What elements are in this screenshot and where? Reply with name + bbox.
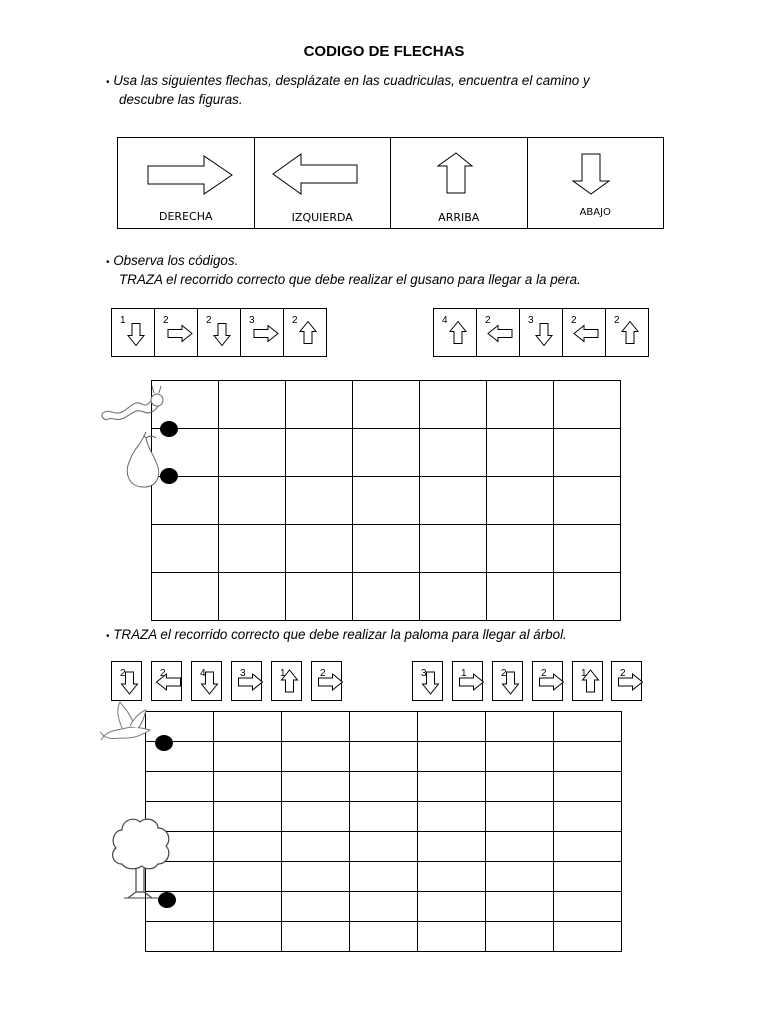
down-arrow-icon [192,662,223,702]
dove-grid-cell[interactable] [486,772,554,802]
legend-down [528,138,664,228]
dove-grid-cell[interactable] [486,832,554,862]
legend-label-up: ARRIBA [438,211,480,224]
dove-grid-cell[interactable] [418,772,486,802]
code-count: 3 [421,668,427,679]
dove-grid-cell[interactable] [214,712,282,742]
dove-grid-cell[interactable] [350,862,418,892]
dove-grid-cell[interactable] [418,742,486,772]
code-box [562,308,606,357]
code-box [532,661,563,701]
worm-grid-cell[interactable] [487,429,554,477]
down-arrow-icon [112,309,156,358]
code-box [433,308,477,357]
dove-grid-cell[interactable] [350,712,418,742]
code-count: 3 [528,315,534,326]
dove-grid-cell[interactable] [282,832,350,862]
down-arrow-icon [493,662,524,702]
bullet: • [106,257,110,268]
worm-grid-cell[interactable] [286,525,353,573]
dove-grid-cell[interactable] [146,772,214,802]
dove-grid-cell[interactable] [282,802,350,832]
code-box [240,308,284,357]
bullet: • [106,77,110,88]
down-arrow-icon [413,662,444,702]
legend-label-down: ABAJO [579,207,611,218]
legend-up [391,138,528,228]
dove-grid-cell[interactable] [146,922,214,952]
instruction-1 [106,72,666,108]
up-arrow-icon [606,309,650,358]
down-arrow-icon [198,309,242,358]
instruction-2-line-2: TRAZA el recorrido correcto que debe realizar el gusano para llegar a la pera. [119,272,581,287]
worm-grid-cell[interactable] [219,381,286,429]
dove-grid-cell[interactable] [418,712,486,742]
worm-grid-cell[interactable] [420,429,487,477]
code-count: 2 [163,315,169,326]
worm-grid-cell[interactable] [420,573,487,621]
worm-grid-cell[interactable] [219,429,286,477]
pear-dot [160,468,178,484]
dove-grid-cell[interactable] [554,832,622,862]
worm-grid-cell[interactable] [286,381,353,429]
code-count: 2 [206,315,212,326]
code-count: 4 [442,315,448,326]
dove-grid-cell[interactable] [486,742,554,772]
code-box [154,308,198,357]
worm-grid-cell[interactable] [420,477,487,525]
worm-grid-cell[interactable] [353,381,420,429]
code-count: 2 [320,668,326,679]
instruction-1-line-1: Usa las siguientes flechas, desplázate en las cuadriculas, encuentra el camino y [113,73,590,88]
worm-grid-row [152,381,621,429]
code-count: 2 [485,315,491,326]
instruction-3 [106,626,706,645]
worm-grid-row [152,573,621,621]
worm-grid-cell[interactable] [152,573,219,621]
pear-drawing [118,432,168,490]
right-arrow-icon [232,662,263,702]
dove-grid-cell[interactable] [214,922,282,952]
dove-grid-cell[interactable] [350,832,418,862]
worm-grid-cell[interactable] [353,477,420,525]
dove-grid-cell[interactable] [282,892,350,922]
code-box [191,661,222,701]
dove-grid-row [146,922,622,952]
instruction-3-text: TRAZA el recorrido correcto que debe realizar la paloma para llegar al árbol. [113,627,567,642]
code-box [611,661,642,701]
code-box [231,661,262,701]
dove-grid-cell[interactable] [554,802,622,832]
dove-grid-cell[interactable] [418,832,486,862]
dove-grid-row [146,712,622,742]
dove-grid-cell[interactable] [282,922,350,952]
dove-grid-cell[interactable] [214,742,282,772]
dove-grid-cell[interactable] [554,862,622,892]
dove-grid-cell[interactable] [282,712,350,742]
dove-grid-cell[interactable] [554,742,622,772]
dove-grid-cell[interactable] [486,712,554,742]
up-arrow-icon [284,309,328,358]
worm-grid-cell[interactable] [286,573,353,621]
worm-grid-cell[interactable] [353,525,420,573]
dove-grid-cell[interactable] [486,862,554,892]
worm-grid-cell[interactable] [554,429,621,477]
dove-grid-cell[interactable] [350,892,418,922]
dove-grid-cell[interactable] [350,772,418,802]
worm-grid-cell[interactable] [353,573,420,621]
right-arrow-icon [533,662,564,702]
worm-grid-cell[interactable] [487,525,554,573]
code-box [519,308,563,357]
worm-grid-cell[interactable] [554,573,621,621]
worm-grid-row [152,477,621,525]
legend-left [255,138,392,228]
code-count: 1 [581,668,587,679]
dove-grid-cell[interactable] [214,862,282,892]
legend-right [118,138,255,228]
worm-grid-cell[interactable] [353,429,420,477]
code-box [492,661,523,701]
code-box [476,308,520,357]
code-box [311,661,342,701]
dove-grid-cell[interactable] [214,832,282,862]
worm-grid [151,380,621,621]
dove-grid-cell[interactable] [486,802,554,832]
code-box [111,308,155,357]
up-arrow-icon [272,662,303,702]
worm-grid-cell[interactable] [554,477,621,525]
worm-grid-cell[interactable] [286,429,353,477]
up-arrow-icon [573,662,604,702]
dove-grid-row [146,802,622,832]
left-arrow-icon [152,662,183,702]
worm-grid-cell[interactable] [219,525,286,573]
dove-grid-cell[interactable] [350,742,418,772]
code-count: 3 [240,668,246,679]
left-arrow-icon [563,309,607,358]
dove-grid-cell[interactable] [350,922,418,952]
code-count: 2 [541,668,547,679]
legend-label-left: IZQUIERDA [291,211,353,224]
dove-grid [145,711,622,952]
dove-grid-row [146,742,622,772]
left-arrow-icon [477,309,521,358]
bullet: • [106,631,110,642]
dove-grid-row [146,772,622,802]
dove-grid-cell[interactable] [214,802,282,832]
dove-grid-cell[interactable] [418,892,486,922]
code-count: 2 [571,315,577,326]
worm-grid-cell[interactable] [152,525,219,573]
code-count: 3 [249,315,255,326]
code-count: 2 [292,315,298,326]
dove-grid-cell[interactable] [554,772,622,802]
code-count: 1 [280,668,286,679]
worm-grid-row [152,525,621,573]
worm-grid-row [152,429,621,477]
right-arrow-icon [312,662,343,702]
instruction-2 [106,252,706,288]
code-count: 1 [120,315,126,326]
arrow-legend [117,137,664,229]
worm-grid-cell[interactable] [219,573,286,621]
worm-grid-cell[interactable] [420,525,487,573]
dove-start-dot [155,735,173,751]
code-count: 4 [200,668,206,679]
right-arrow-icon [453,662,484,702]
dove-grid-row [146,832,622,862]
instruction-2-line-1: Observa los códigos. [113,253,239,268]
dove-grid-cell[interactable] [418,862,486,892]
code-count: 2 [160,668,166,679]
code-box [283,308,327,357]
down-arrow-icon [520,309,564,358]
up-arrow-icon [434,309,478,358]
dove-grid-cell[interactable] [282,772,350,802]
worm-start-dot [160,421,178,437]
tree-drawing [108,814,174,902]
code-box [151,661,182,701]
code-box [412,661,443,701]
code-count: 2 [501,668,507,679]
instruction-1-line-2: descubre las figuras. [119,92,243,107]
code-box [572,661,603,701]
dove-grid-cell[interactable] [554,712,622,742]
dove-grid-cell[interactable] [418,802,486,832]
page-title: CODIGO DE FLECHAS [303,43,465,60]
legend-label-right: DERECHA [159,210,213,223]
worm-grid-cell[interactable] [219,477,286,525]
worm-grid-cell[interactable] [487,573,554,621]
dove-grid-cell[interactable] [486,922,554,952]
right-arrow-icon [155,309,199,358]
worm-grid-cell[interactable] [554,525,621,573]
code-box [452,661,483,701]
code-count: 2 [620,668,626,679]
dove-grid-cell[interactable] [418,922,486,952]
worm-grid-cell[interactable] [420,381,487,429]
code-box [271,661,302,701]
worm-grid-cell[interactable] [554,381,621,429]
dove-grid-cell[interactable] [282,742,350,772]
code-box [111,661,142,701]
dove-grid-row [146,892,622,922]
tree-dot [158,892,176,908]
dove-grid-cell[interactable] [554,922,622,952]
code-box [605,308,649,357]
dove-grid-cell[interactable] [214,772,282,802]
dove-grid-cell[interactable] [214,892,282,922]
code-count: 2 [120,668,126,679]
code-count: 2 [614,315,620,326]
worm-grid-cell[interactable] [487,477,554,525]
right-arrow-icon [241,309,285,358]
worm-grid-cell[interactable] [487,381,554,429]
worm-grid-cell[interactable] [286,477,353,525]
dove-grid-cell[interactable] [554,892,622,922]
code-box [197,308,241,357]
dove-drawing [100,700,158,744]
dove-grid-cell[interactable] [486,892,554,922]
right-arrow-icon [612,662,643,702]
down-arrow-icon [112,662,143,702]
dove-grid-cell[interactable] [350,802,418,832]
code-count: 1 [461,668,467,679]
dove-grid-row [146,862,622,892]
dove-grid-cell[interactable] [282,862,350,892]
